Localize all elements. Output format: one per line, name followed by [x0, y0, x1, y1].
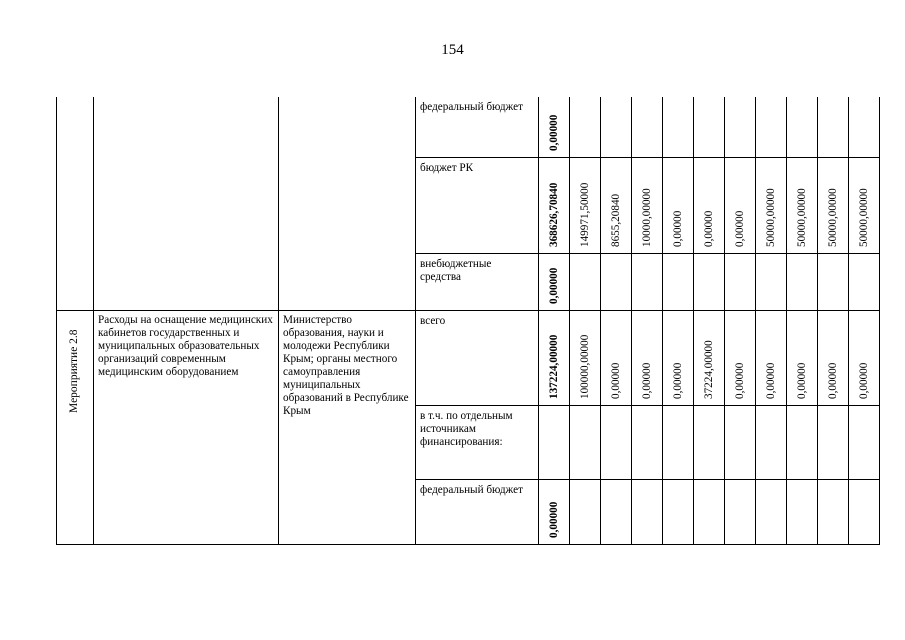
year-value: [570, 406, 601, 480]
year-value-text: 0,00000: [765, 362, 777, 399]
year-value: [818, 311, 849, 406]
total-value-text: 137224,00000: [548, 334, 560, 399]
year-value: [818, 254, 849, 311]
year-value: [694, 254, 725, 311]
year-value-text: 50000,00000: [765, 188, 777, 247]
total-value-text: 0,00000: [548, 267, 560, 304]
funding-source-cell: [416, 97, 539, 158]
year-value-text: 50000,00000: [796, 188, 808, 247]
year-value-text: 0,00000: [827, 362, 839, 399]
year-value: [756, 158, 787, 254]
funding-source: бюджет РК: [420, 162, 474, 174]
year-value: [818, 480, 849, 545]
year-value: [663, 406, 694, 480]
event-number: Мероприятие 2.8: [68, 329, 80, 413]
year-value-text: 0,00000: [858, 362, 870, 399]
event-executor: Министерство образования, науки и молодежи Республики Крым; органы местного самоуправления муниципальных образований в Республике Крым: [283, 314, 409, 417]
year-value: [849, 254, 880, 311]
year-value: [570, 480, 601, 545]
total-value-text: 0,00000: [548, 114, 560, 151]
year-value: [601, 480, 632, 545]
year-value: [601, 158, 632, 254]
event-description: Расходы на оснащение медицинских кабинетов государственных и муниципальных образовательных организаций современным медицинским оборудованием: [98, 314, 273, 378]
event-description-cell: [94, 311, 279, 545]
year-value: [632, 158, 663, 254]
continued-description-cell: [94, 97, 279, 311]
year-value: [725, 158, 756, 254]
funding-source-cell: [416, 311, 539, 406]
year-value: [570, 158, 601, 254]
year-value: [663, 480, 694, 545]
year-value: [849, 158, 880, 254]
year-value: [632, 480, 663, 545]
year-value-text: 8655,20840: [610, 193, 622, 247]
year-value: [632, 311, 663, 406]
year-value: [725, 406, 756, 480]
year-value: [818, 406, 849, 480]
funding-source-cell: [416, 254, 539, 311]
year-value: [787, 158, 818, 254]
year-value-text: 0,00000: [734, 210, 746, 247]
year-value: [632, 406, 663, 480]
year-value: [725, 97, 756, 158]
funding-source-cell: [416, 480, 539, 545]
year-value-text: 50000,00000: [827, 188, 839, 247]
year-value: [694, 480, 725, 545]
year-value: [601, 97, 632, 158]
total-value: [539, 311, 570, 406]
year-value: [601, 311, 632, 406]
year-value: [849, 480, 880, 545]
total-value-text: 368626,70840: [548, 182, 560, 247]
year-value-text: 0,00000: [641, 362, 653, 399]
year-value: [725, 311, 756, 406]
year-value: [663, 158, 694, 254]
event-executor-cell: [279, 311, 416, 545]
year-value-text: 10000,00000: [641, 188, 653, 247]
event-number-cell: [57, 311, 94, 545]
funding-source: внебюджетные средства: [420, 258, 492, 283]
year-value: [787, 480, 818, 545]
funding-source: федеральный бюджет: [420, 484, 523, 496]
total-value: [539, 97, 570, 158]
year-value: [632, 97, 663, 158]
year-value: [818, 158, 849, 254]
funding-source: в т.ч. по отдельным источникам финансирования:: [420, 410, 513, 448]
year-value-text: 0,00000: [610, 362, 622, 399]
year-value: [570, 97, 601, 158]
financing-table: [56, 97, 880, 545]
year-value: [818, 97, 849, 158]
funding-source: федеральный бюджет: [420, 101, 523, 113]
year-value: [849, 97, 880, 158]
total-value-text: 0,00000: [548, 501, 560, 538]
year-value-text: 0,00000: [703, 210, 715, 247]
year-value: [849, 311, 880, 406]
year-value-text: 149971,50000: [579, 182, 591, 247]
total-value: [539, 158, 570, 254]
funding-source-cell: [416, 158, 539, 254]
year-value-text: 0,00000: [672, 210, 684, 247]
year-value-text: 0,00000: [672, 362, 684, 399]
year-value: [694, 311, 725, 406]
year-value: [663, 254, 694, 311]
table-row: [57, 311, 880, 406]
year-value: [632, 254, 663, 311]
year-value: [756, 406, 787, 480]
page-number: 154: [441, 42, 464, 58]
continued-event-cell: [57, 97, 94, 311]
total-value: [539, 254, 570, 311]
year-value: [694, 158, 725, 254]
year-value: [756, 254, 787, 311]
year-value: [601, 254, 632, 311]
total-value: [539, 406, 570, 480]
year-value: [787, 97, 818, 158]
year-value: [694, 97, 725, 158]
funding-source: всего: [420, 315, 446, 327]
year-value: [663, 311, 694, 406]
year-value: [787, 406, 818, 480]
year-value-text: 50000,00000: [858, 188, 870, 247]
year-value: [756, 311, 787, 406]
year-value: [725, 480, 756, 545]
funding-source-cell: [416, 406, 539, 480]
year-value-text: 0,00000: [796, 362, 808, 399]
year-value-text: 100000,00000: [579, 334, 591, 399]
total-value: [539, 480, 570, 545]
year-value-text: 0,00000: [734, 362, 746, 399]
year-value: [756, 97, 787, 158]
year-value: [570, 311, 601, 406]
year-value-text: 37224,00000: [703, 340, 715, 399]
year-value: [570, 254, 601, 311]
table-row: [57, 97, 880, 158]
year-value: [787, 254, 818, 311]
year-value: [756, 480, 787, 545]
year-value: [601, 406, 632, 480]
year-value: [694, 406, 725, 480]
year-value: [787, 311, 818, 406]
year-value: [663, 97, 694, 158]
continued-executor-cell: [279, 97, 416, 311]
year-value: [849, 406, 880, 480]
year-value: [725, 254, 756, 311]
